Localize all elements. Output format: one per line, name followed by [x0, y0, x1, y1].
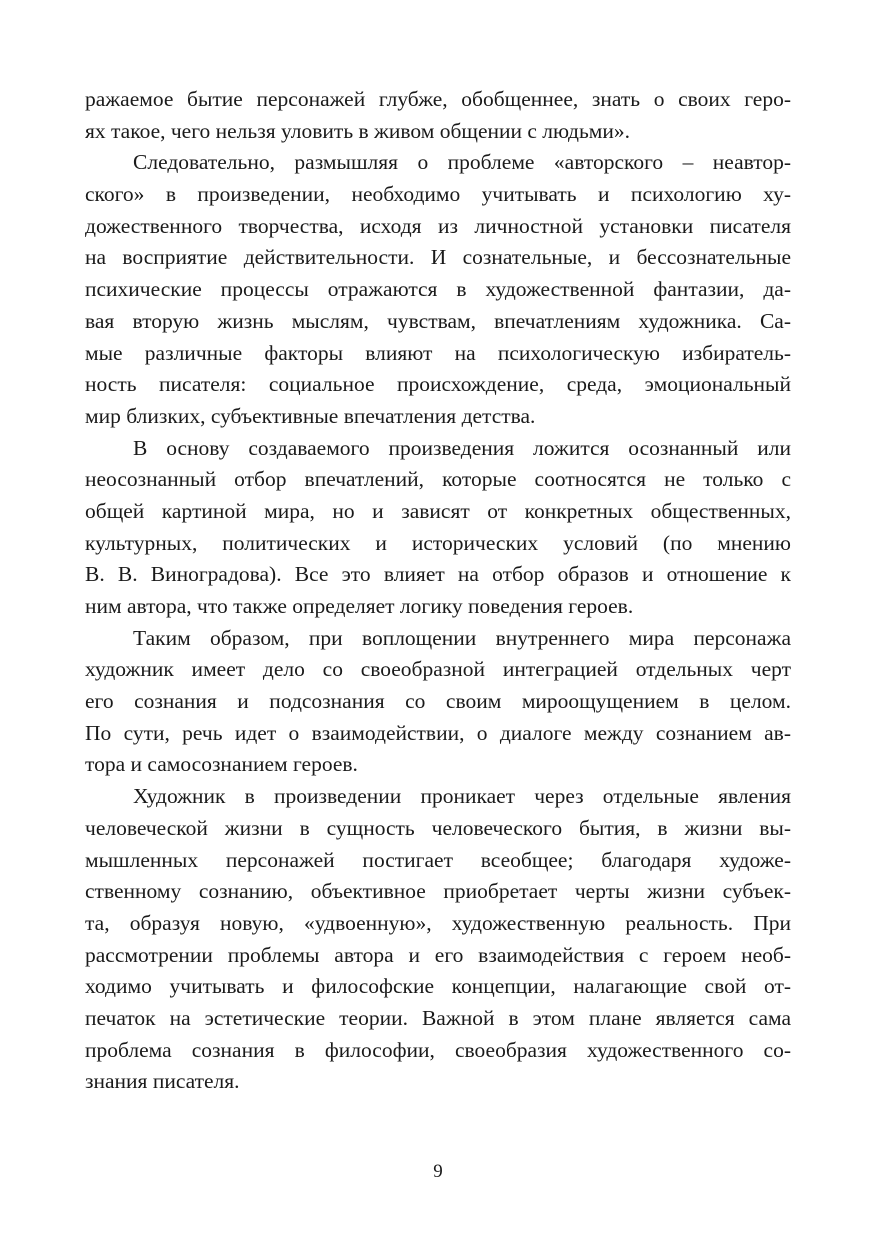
text-line: ского» в произведении, необходимо учитывать и психологию ху- [85, 182, 791, 207]
page-number: 9 [433, 1161, 443, 1182]
text-line: печаток на эстетические теории. Важной в этом плане является сама [85, 1005, 791, 1030]
text-line: проблема сознания в философии, своеобразия художественного со- [85, 1037, 791, 1062]
text-line: культурных, политических и исторических условий (по мнению [85, 530, 791, 555]
text-line: человеческой жизни в сущность человеческого бытия, в жизни вы- [85, 815, 791, 840]
text-line: мые различные факторы влияют на психологическую избиратель- [85, 340, 791, 365]
text-line: ражаемое бытие персонажей глубже, обобщеннее, знать о своих геро- [85, 87, 791, 111]
text-line: неосознанный отбор впечатлений, которые соотносятся не только с [85, 467, 791, 492]
text-line: мышленных персонажей постигает всеобщее; благодаря художе- [85, 847, 791, 872]
text-line: знания писателя. [85, 1069, 240, 1094]
paragraph-2 [85, 147, 791, 432]
paragraph-1 [85, 84, 791, 147]
text-line: мир близких, субъективные впечатления детства. [85, 403, 536, 428]
text-line: на восприятие действительности. И сознательные, и бессознательные [85, 245, 791, 270]
text-line: вая вторую жизнь мыслям, чувствам, впечатлениям художника. Са- [85, 308, 791, 333]
paragraph-4 [85, 623, 791, 781]
page-body [85, 84, 791, 1098]
text-line: Художник в произведении проникает через отдельные явления [133, 784, 791, 809]
text-line: В основу создаваемого произведения ложится осознанный или [133, 435, 791, 460]
paragraph-5 [85, 781, 791, 1098]
text-line: По сути, речь идет о взаимодействии, о диалоге между сознанием ав- [85, 720, 791, 745]
text-line: Таким образом, при воплощении внутреннего мира персонажа [133, 625, 791, 650]
text-line: та, образуя новую, «удвоенную», художественную реальность. При [85, 910, 791, 935]
text-line: рассмотрении проблемы автора и его взаимодействия с героем необ- [85, 942, 791, 967]
text-line: его сознания и подсознания со своим мироощущением в целом. [85, 689, 791, 714]
text-line: ним автора, что также определяет логику поведения героев. [85, 594, 634, 618]
text-line: ях такое, чего нельзя уловить в живом общении с людьми». [85, 118, 630, 143]
text-line: дожественного творчества, исходя из личностной установки писателя [85, 213, 791, 238]
text-line: В. В. Виноградова). Все это влияет на отбор образов и отношение к [85, 562, 791, 587]
text-line: художник имеет дело со своеобразной интеграцией отдельных черт [85, 657, 791, 682]
text-line: ность писателя: социальное происхождение, среда, эмоциональный [85, 372, 791, 397]
text-line: ственному сознанию, объективное приобретает черты жизни субъек- [85, 879, 791, 904]
text-line: общей картиной мира, но и зависят от конкретных общественных, [85, 498, 791, 523]
text-line: ходимо учитывать и философские концепции, налагающие свой от- [85, 974, 791, 999]
text-line: психические процессы отражаются в художественной фантазии, да- [85, 277, 791, 302]
paragraph-3 [85, 433, 791, 623]
text-line: тора и самосознанием героев. [85, 752, 358, 777]
text-line: Следовательно, размышляя о проблеме «авторского – неавтор- [133, 150, 791, 175]
